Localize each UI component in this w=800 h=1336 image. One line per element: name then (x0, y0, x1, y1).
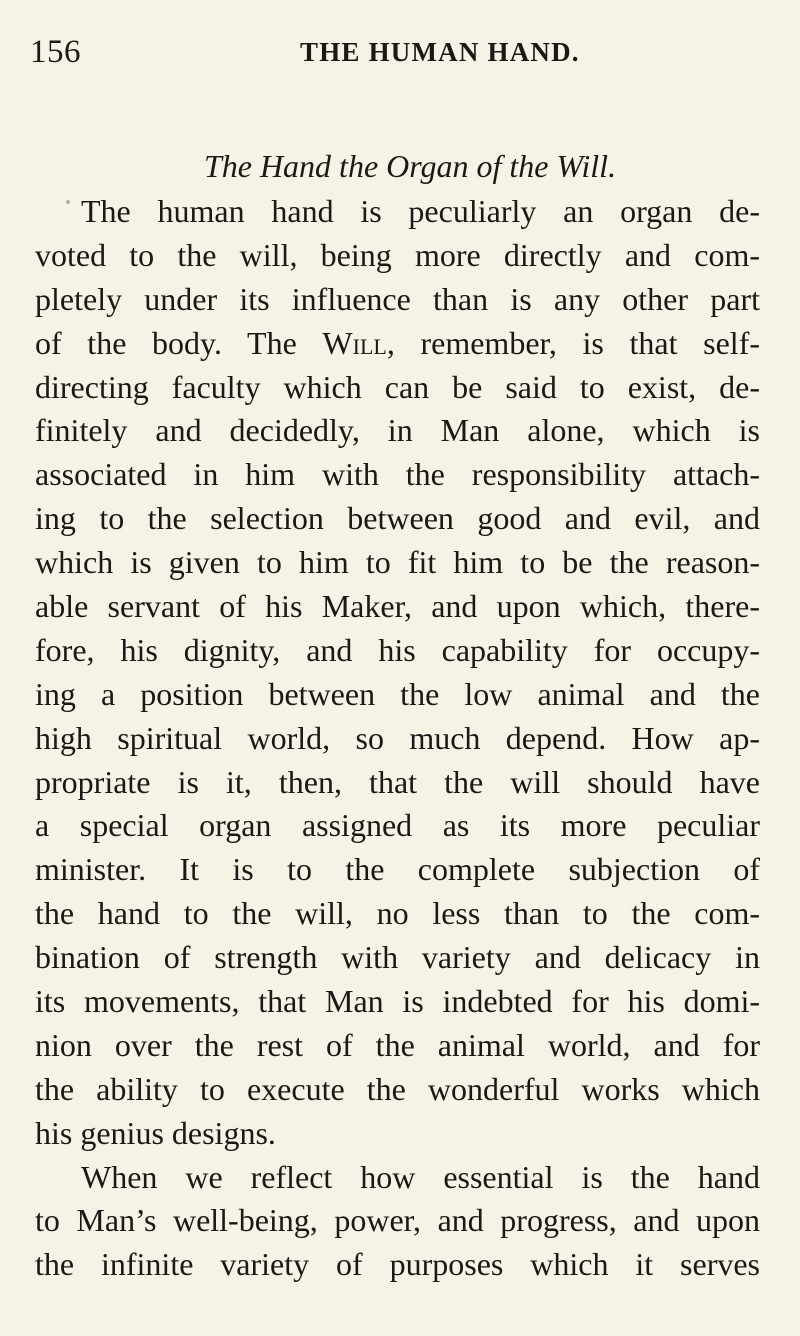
text-line: the ability to execute the wonderful works which (35, 1070, 760, 1107)
text-line: directing faculty which can be said to exist, de- (35, 368, 760, 405)
small-caps-word: Will (322, 324, 387, 361)
text-line: minister. It is to the complete subjection of (35, 851, 760, 888)
text-line: ing to the selection between good and evil, and (35, 500, 760, 537)
running-head (30, 32, 765, 72)
text-fragment: of the body. The (35, 324, 323, 361)
book-title: THE HUMAN HAND. (300, 37, 580, 67)
text-line: voted to the will, being more directly and com- (35, 236, 760, 273)
text-line: pletely under its influence than is any other part (35, 280, 760, 317)
text-line: propriate is it, then, that the will should have (35, 763, 760, 800)
text-line: ing a position between the low animal and the (35, 675, 760, 712)
text-line: associated in him with the responsibility attach- (35, 456, 760, 493)
section-heading: The Hand the Organ of the Will. (203, 148, 617, 184)
text-line: finitely and decidedly, in Man alone, which is (35, 412, 760, 449)
text-line: The human hand is peculiarly an organ de- (81, 193, 760, 229)
text-line (35, 322, 760, 366)
text-line: nion over the rest of the animal world, and for (35, 1026, 760, 1063)
text-line: able servant of his Maker, and upon which, there- (35, 588, 760, 625)
text-line: the hand to the will, no less than to the com- (35, 895, 760, 932)
body-text (35, 190, 760, 1287)
text-fragment: , remember, is that self- (386, 324, 761, 361)
text-line: bination of strength with variety and delicacy in (35, 939, 760, 976)
text-line: high spiritual world, so much depend. How ap- (35, 719, 760, 756)
text-line: the infinite variety of purposes which it serves (35, 1246, 760, 1283)
page-number: 156 (30, 34, 81, 70)
text-line: a special organ assigned as its more peculiar (35, 807, 760, 844)
text-line: When we reflect how essential is the hand (81, 1158, 760, 1195)
text-line: which is given to him to fit him to be the reason- (35, 544, 760, 581)
text-line: its movements, that Man is indebted for his domi- (35, 983, 760, 1020)
text-line: fore, his dignity, and his capability for occupy- (35, 631, 760, 668)
text-line: to Man’s well-being, power, and progress, and upon (35, 1202, 760, 1239)
paper-speck-icon (66, 200, 70, 204)
text-line: his genius designs. (35, 1114, 276, 1151)
